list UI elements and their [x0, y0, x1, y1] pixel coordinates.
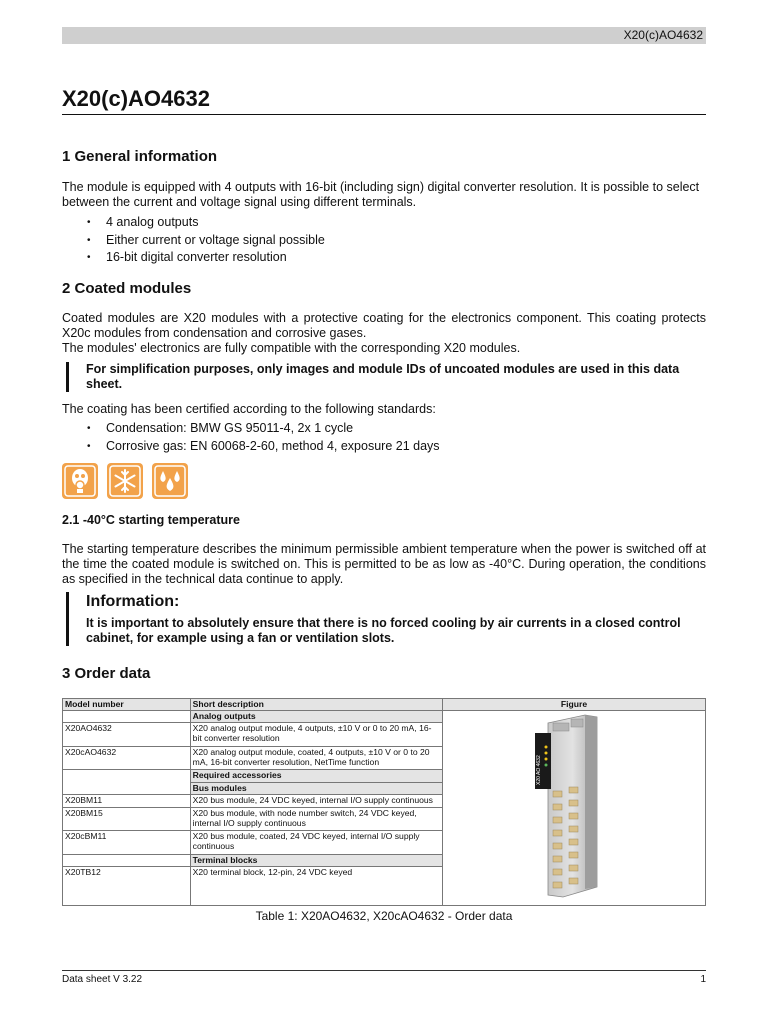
footer-version: Data sheet V 3.22	[62, 974, 143, 985]
model-cell: X20cBM11	[63, 831, 191, 855]
heading-starting-temperature: 2.1 -40°C starting temperature	[62, 513, 240, 527]
list-item: • Either current or voltage signal possible	[86, 232, 325, 250]
standards-bullets	[86, 420, 440, 455]
description-cell: X20 analog output module, 4 outputs, ±10 V or 0 to 20 mA, 16-bit converter resolution	[190, 723, 442, 747]
heading-coated-modules: 2 Coated modules	[62, 280, 192, 297]
footer-page-number: 1	[700, 974, 706, 985]
general-info-line-1: The module is equipped with 4 outputs with 16-bit (including sign) digital converter resolution. It is possible to select	[62, 180, 700, 194]
module-label: X20 AO 4632	[536, 755, 542, 785]
header-bar	[62, 27, 706, 44]
general-info-text	[62, 180, 706, 210]
description-cell: X20 terminal block, 12-pin, 24 VDC keyed	[190, 867, 442, 906]
starting-temperature-text: The starting temperature describes the minimum permissible ambient temperature when the power is switched off at the time the coated module is switched on. This is permitted to be as low as -40°C. During operation, the conditions as specified in the technical data continue to apply.	[62, 542, 706, 586]
simplification-note	[66, 362, 706, 392]
list-item: • Corrosive gas: EN 60068-2-60, method 4, exposure 21 days	[86, 438, 440, 456]
group-analog-outputs: Analog outputs	[190, 711, 442, 723]
title-rule	[62, 114, 706, 115]
heading-order-data: 3 Order data	[62, 665, 151, 682]
description-cell: X20 bus module, coated, 24 VDC keyed, internal I/O supply continuous	[190, 831, 442, 855]
table-caption: Table 1: X20AO4632, X20cAO4632 - Order data	[255, 909, 513, 923]
standards-intro: The coating has been certified according to the following standards:	[62, 402, 436, 416]
table-header-row	[63, 699, 706, 711]
table-row	[63, 711, 706, 723]
group-terminal-blocks: Terminal blocks	[190, 854, 442, 866]
snowflake-icon	[107, 463, 143, 499]
information-note	[66, 592, 706, 646]
simplification-note-text: For simplification purposes, only images and module IDs of uncoated modules are used in this data sheet.	[86, 362, 680, 391]
coated-line-3: The modules' electronics are fully compatible with the corresponding X20 modules.	[62, 341, 521, 355]
model-cell: X20cAO4632	[63, 746, 191, 770]
water-drops-icon	[152, 463, 188, 499]
coated-line-2: X20c modules from condensation and corrosive gases.	[62, 326, 367, 340]
model-cell: X20TB12	[63, 867, 191, 906]
information-text: It is important to absolutely ensure that there is no forced cooling by air currents in a closed control cabinet, for example using a fan or ventilation slots.	[86, 616, 681, 645]
col-model-number: Model number	[63, 699, 191, 711]
model-cell: X20BM11	[63, 795, 191, 807]
description-cell: X20 analog output module, coated, 4 outputs, ±10 V or 0 to 20 mA, 16-bit converter resolution, NetTime function	[190, 746, 442, 770]
group-bus-modules: Bus modules	[190, 782, 442, 794]
col-short-description: Short description	[190, 699, 442, 711]
model-cell: X20AO4632	[63, 723, 191, 747]
list-item: • 16-bit digital converter resolution	[86, 249, 325, 267]
order-data-table	[62, 698, 706, 906]
module-figure	[443, 711, 706, 906]
description-cell: X20 bus module, with node number switch, 24 VDC keyed, internal I/O supply continuous	[190, 807, 442, 831]
general-info-bullets	[86, 214, 325, 267]
footer-rule	[62, 970, 706, 971]
page-title: X20(c)AO4632	[62, 86, 210, 111]
information-heading: Information:	[86, 593, 180, 610]
description-cell: X20 bus module, 24 VDC keyed, internal I/O supply continuous	[190, 795, 442, 807]
list-item: • 4 analog outputs	[86, 214, 325, 232]
coated-modules-text	[62, 311, 706, 356]
list-item: • Condensation: BMW GS 95011-4, 2x 1 cycle	[86, 420, 440, 438]
gas-mask-icon	[62, 463, 98, 499]
model-cell: X20BM15	[63, 807, 191, 831]
group-required-accessories: Required accessories	[190, 770, 442, 782]
module-image	[445, 711, 703, 903]
certification-icons	[62, 463, 188, 499]
header-doc-id: X20(c)AO4632	[623, 28, 703, 42]
coated-line-1: Coated modules are X20 modules with a protective coating for the electronics component. This coating protects	[62, 311, 706, 325]
general-info-line-2: between the current and voltage signal using different terminals.	[62, 195, 417, 209]
col-figure: Figure	[443, 699, 706, 711]
heading-general-information: 1 General information	[62, 148, 218, 165]
